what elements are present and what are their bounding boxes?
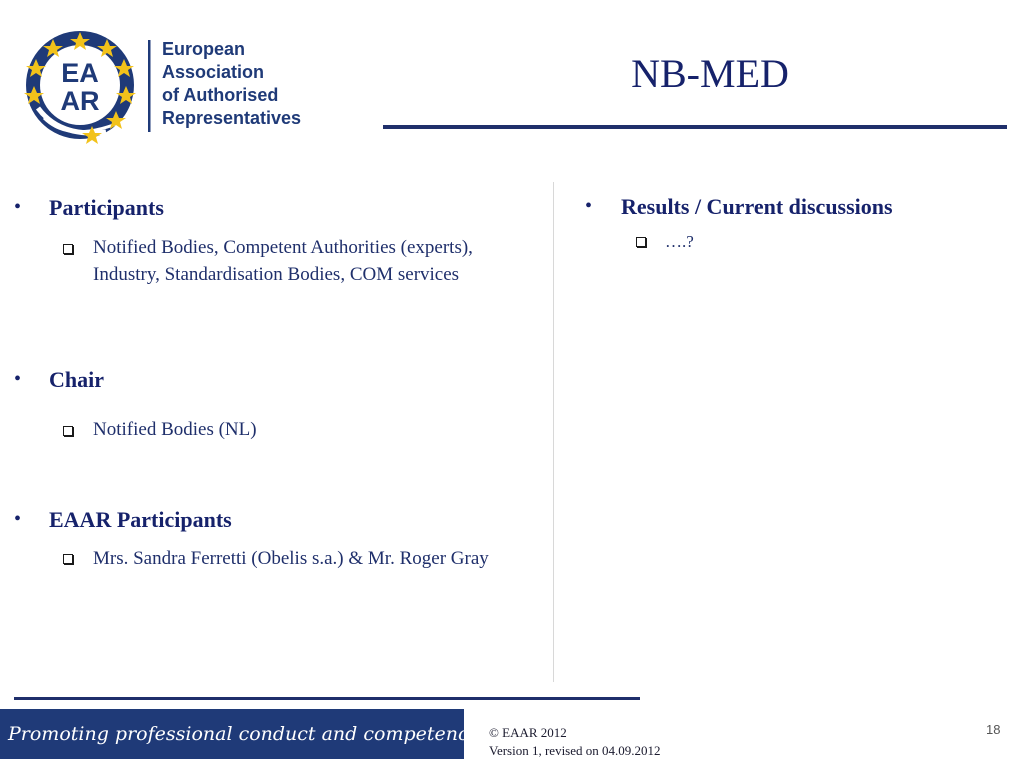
chair-item: Notified Bodies (NL) [93, 419, 257, 440]
logo-wordmark [162, 38, 301, 130]
logo-line-2: Association [162, 62, 265, 82]
logo-line-3: of Authorised [162, 85, 279, 105]
version-note: Version 1, revised on 04.09.2012 [489, 743, 661, 758]
svg-text:AR: AR [60, 86, 100, 116]
footer-rule [14, 697, 640, 700]
checkbox-bullet-icon [63, 426, 73, 436]
bullet-dot: • [14, 196, 22, 218]
logo-line-1: European [162, 39, 246, 59]
checkbox-bullet-icon [63, 554, 73, 564]
eaar-participants-item: Mrs. Sandra Ferretti (Obelis s.a.) & Mr. Roger Gray [93, 548, 489, 569]
slide-title: NB-MED [631, 51, 789, 96]
title-underline [383, 125, 1007, 129]
slogan-banner: Promoting professional conduct and competence [0, 709, 464, 759]
participants-item: Notified Bodies, Competent Authorities (experts), Industry, Standardisation Bodies, COM services [93, 237, 473, 285]
page-number: 18 [986, 722, 1001, 737]
logo-line-4: Representatives [162, 108, 302, 128]
eaar-logo [20, 26, 332, 144]
column-divider [553, 182, 554, 682]
copyright: © EAAR 2012 [489, 725, 567, 740]
svg-text:EA: EA [61, 58, 99, 88]
bullet-dot: • [585, 195, 593, 217]
participants-heading: Participants [49, 195, 164, 220]
results-heading: Results / Current discussions [621, 194, 893, 219]
bullet-dot: • [14, 508, 22, 530]
checkbox-bullet-icon [63, 244, 73, 254]
chair-heading: Chair [49, 367, 104, 392]
results-item: ….? [665, 232, 694, 251]
bullet-dot: • [14, 368, 22, 390]
eaar-participants-heading: EAAR Participants [49, 507, 232, 532]
checkbox-bullet-icon [636, 237, 646, 247]
